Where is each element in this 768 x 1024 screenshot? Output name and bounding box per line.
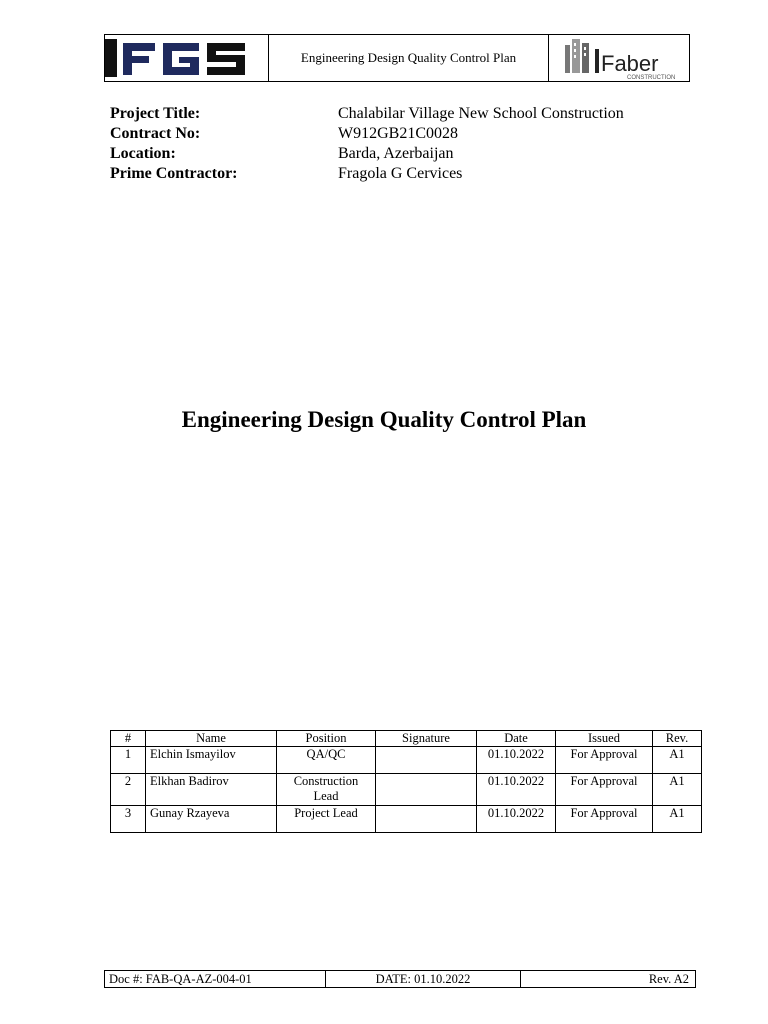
- col-header-name: Name: [146, 731, 277, 747]
- faber-logo-sub: CONSTRUCTION: [627, 75, 676, 81]
- row-date: 01.10.2022: [477, 774, 556, 806]
- header-title: Engineering Design Quality Control Plan: [269, 35, 549, 81]
- project-title-label: Project Title:: [110, 105, 201, 122]
- document-header: [104, 34, 690, 82]
- row-num: 3: [111, 806, 146, 833]
- contract-no-label: Contract No:: [110, 125, 201, 142]
- row-num: 2: [111, 774, 146, 806]
- col-header-issued: Issued: [556, 731, 653, 747]
- row-signature: [376, 774, 477, 806]
- approval-table: [110, 730, 702, 833]
- footer-date: DATE: 01.10.2022: [326, 971, 521, 987]
- row-date: 01.10.2022: [477, 747, 556, 774]
- row-rev: A1: [653, 774, 702, 806]
- row-date: 01.10.2022: [477, 806, 556, 833]
- row-name: Elchin Ismayilov: [146, 747, 277, 774]
- row-position: Construction Lead: [277, 774, 376, 806]
- col-header-date: Date: [477, 731, 556, 747]
- row-signature: [376, 806, 477, 833]
- prime-contractor-label: Prime Contractor:: [110, 165, 238, 182]
- row-name: Elkhan Badirov: [146, 774, 277, 806]
- table-row: [111, 806, 702, 833]
- prime-contractor-row: [110, 164, 624, 184]
- contract-no-row: [110, 124, 624, 144]
- row-signature: [376, 747, 477, 774]
- row-num: 1: [111, 747, 146, 774]
- location-label: Location:: [110, 145, 176, 162]
- col-header-signature: Signature: [376, 731, 477, 747]
- footer-revision: Rev. A2: [648, 971, 689, 986]
- document-footer: [104, 970, 696, 988]
- prime-contractor-value: Fragola G Cervices: [338, 165, 463, 182]
- table-row: [111, 747, 702, 774]
- faber-logo-name: Faber: [601, 51, 659, 76]
- row-issued: For Approval: [556, 774, 653, 806]
- fgs-logo-text: FGS: [186, 80, 188, 81]
- faber-logo: [549, 35, 689, 81]
- fgs-logo: [105, 35, 269, 81]
- row-position: Project Lead: [277, 806, 376, 833]
- row-position: QA/QC: [277, 747, 376, 774]
- project-info: [110, 104, 624, 184]
- row-issued: For Approval: [556, 806, 653, 833]
- page-title: Engineering Design Quality Control Plan: [181, 407, 587, 432]
- row-issued: For Approval: [556, 747, 653, 774]
- row-name: Gunay Rzayeva: [146, 806, 277, 833]
- col-header-rev: Rev.: [653, 731, 702, 747]
- project-title-row: [110, 104, 624, 124]
- footer-doc-number: Doc #: FAB-QA-AZ-004-01: [105, 971, 326, 987]
- table-row: [111, 774, 702, 806]
- row-rev: A1: [653, 806, 702, 833]
- fgs-logo-graphic: [105, 35, 267, 81]
- faber-building-icon: [549, 35, 687, 81]
- contract-no-value: W912GB21C0028: [338, 125, 458, 142]
- project-title-value: Chalabilar Village New School Construction: [338, 105, 624, 122]
- location-value: Barda, Azerbaijan: [338, 145, 454, 162]
- row-rev: A1: [653, 747, 702, 774]
- col-header-num: #: [111, 731, 146, 747]
- location-row: [110, 144, 624, 164]
- table-header-row: [111, 731, 702, 747]
- col-header-position: Position: [277, 731, 376, 747]
